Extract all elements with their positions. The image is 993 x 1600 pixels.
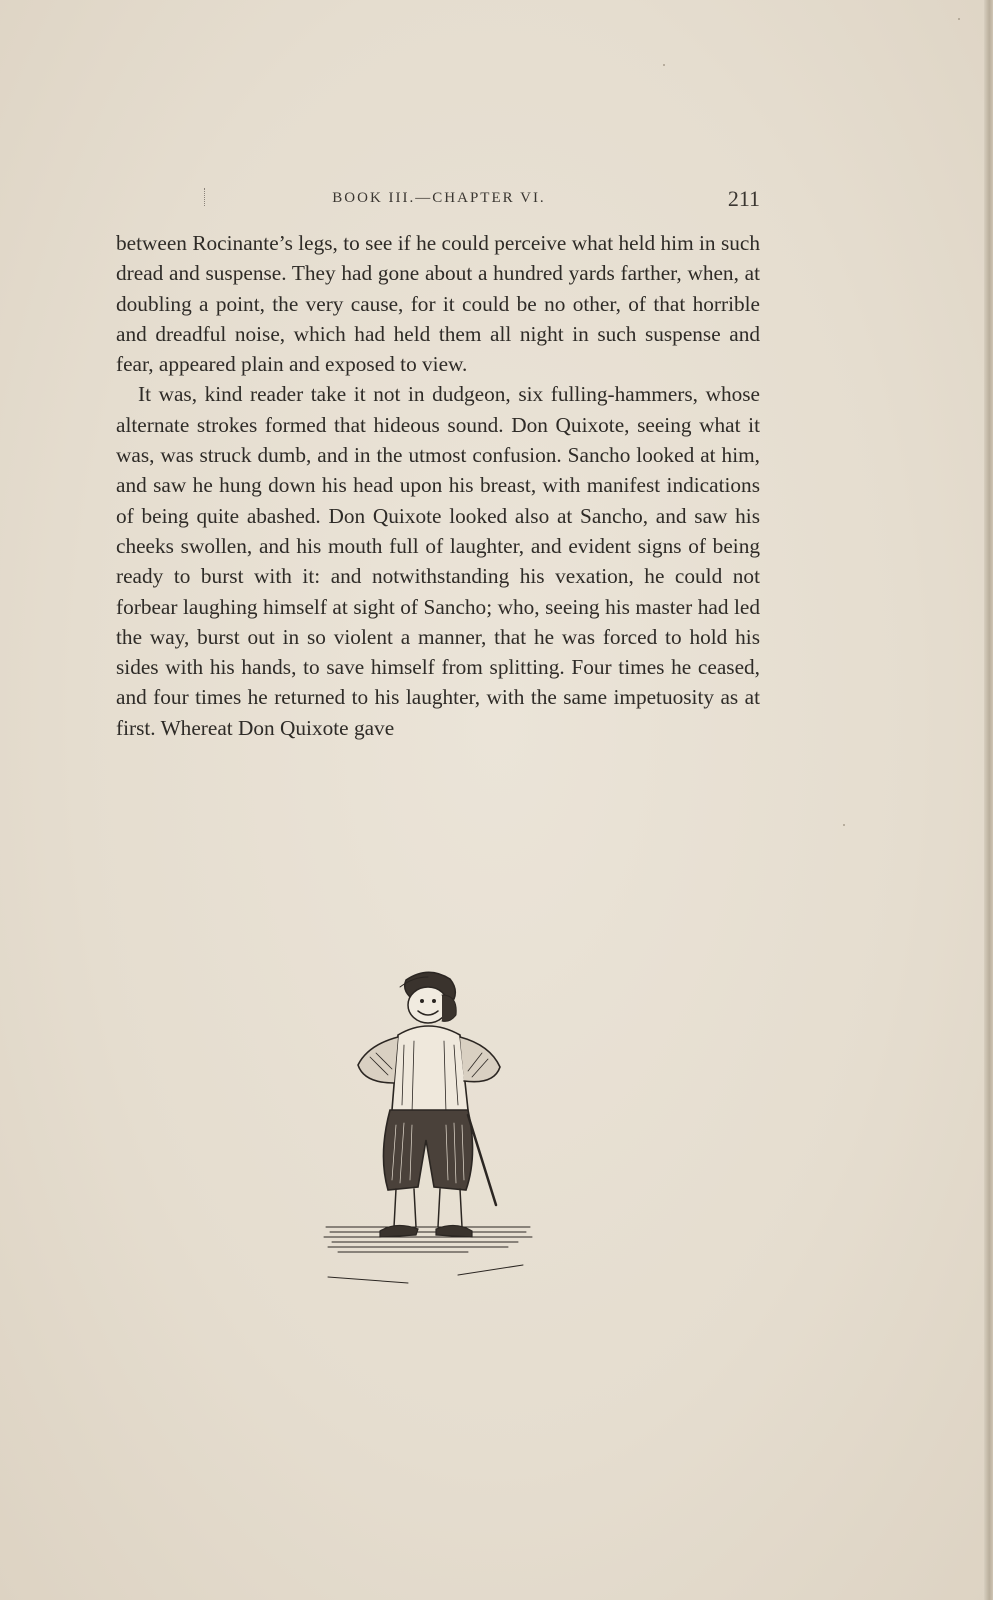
page-number: 211 (727, 186, 760, 211)
stray-mark (843, 824, 845, 826)
paragraph: It was, kind reader take it not in dudgeon, six fulling-hammers, whose alternate strokes formed that hideous sound. Don Quixote, seeing what it was, was struck dumb, and in the utmost confusion. Sancho looked at him, and saw he hung down his head upon his breast, with manifest indications of being quite abashed. Don Quixote looked also at Sancho, and saw his cheeks swollen, and his mouth full of laughter, and evident signs of being ready to burst with it: and notwithstanding his vexation, he could not forbear laughing himself at sight of Sancho; who, seeing his master had led the way, burst out in so violent a manner, that he was forced to hold his sides with his hands, to save himself from splitting. Four times he ceased, and four times he returned to his laughter, with the same impetuosity as at first. Whereat Don Quixote gave (116, 382, 760, 740)
stray-mark (663, 64, 665, 66)
stray-mark (958, 18, 960, 20)
paragraph: between Rocinante’s legs, to see if he could perceive what held him in such dread and suspense. They had gone about a hundred yards farther, when, at doubling a point, the very cause, for it could be no other, of that horrible and dreadful noise, which had held them all night in such suspense and fear, appeared plain and exposed to view. (116, 231, 760, 377)
ground-hatching (324, 1227, 532, 1283)
chapter-heading: BOOK III.—CHAPTER VI. (332, 190, 546, 206)
sancho-laughing-illustration (318, 965, 540, 1290)
page-edge (984, 0, 993, 1600)
body-text (116, 228, 760, 743)
running-head (118, 188, 760, 210)
